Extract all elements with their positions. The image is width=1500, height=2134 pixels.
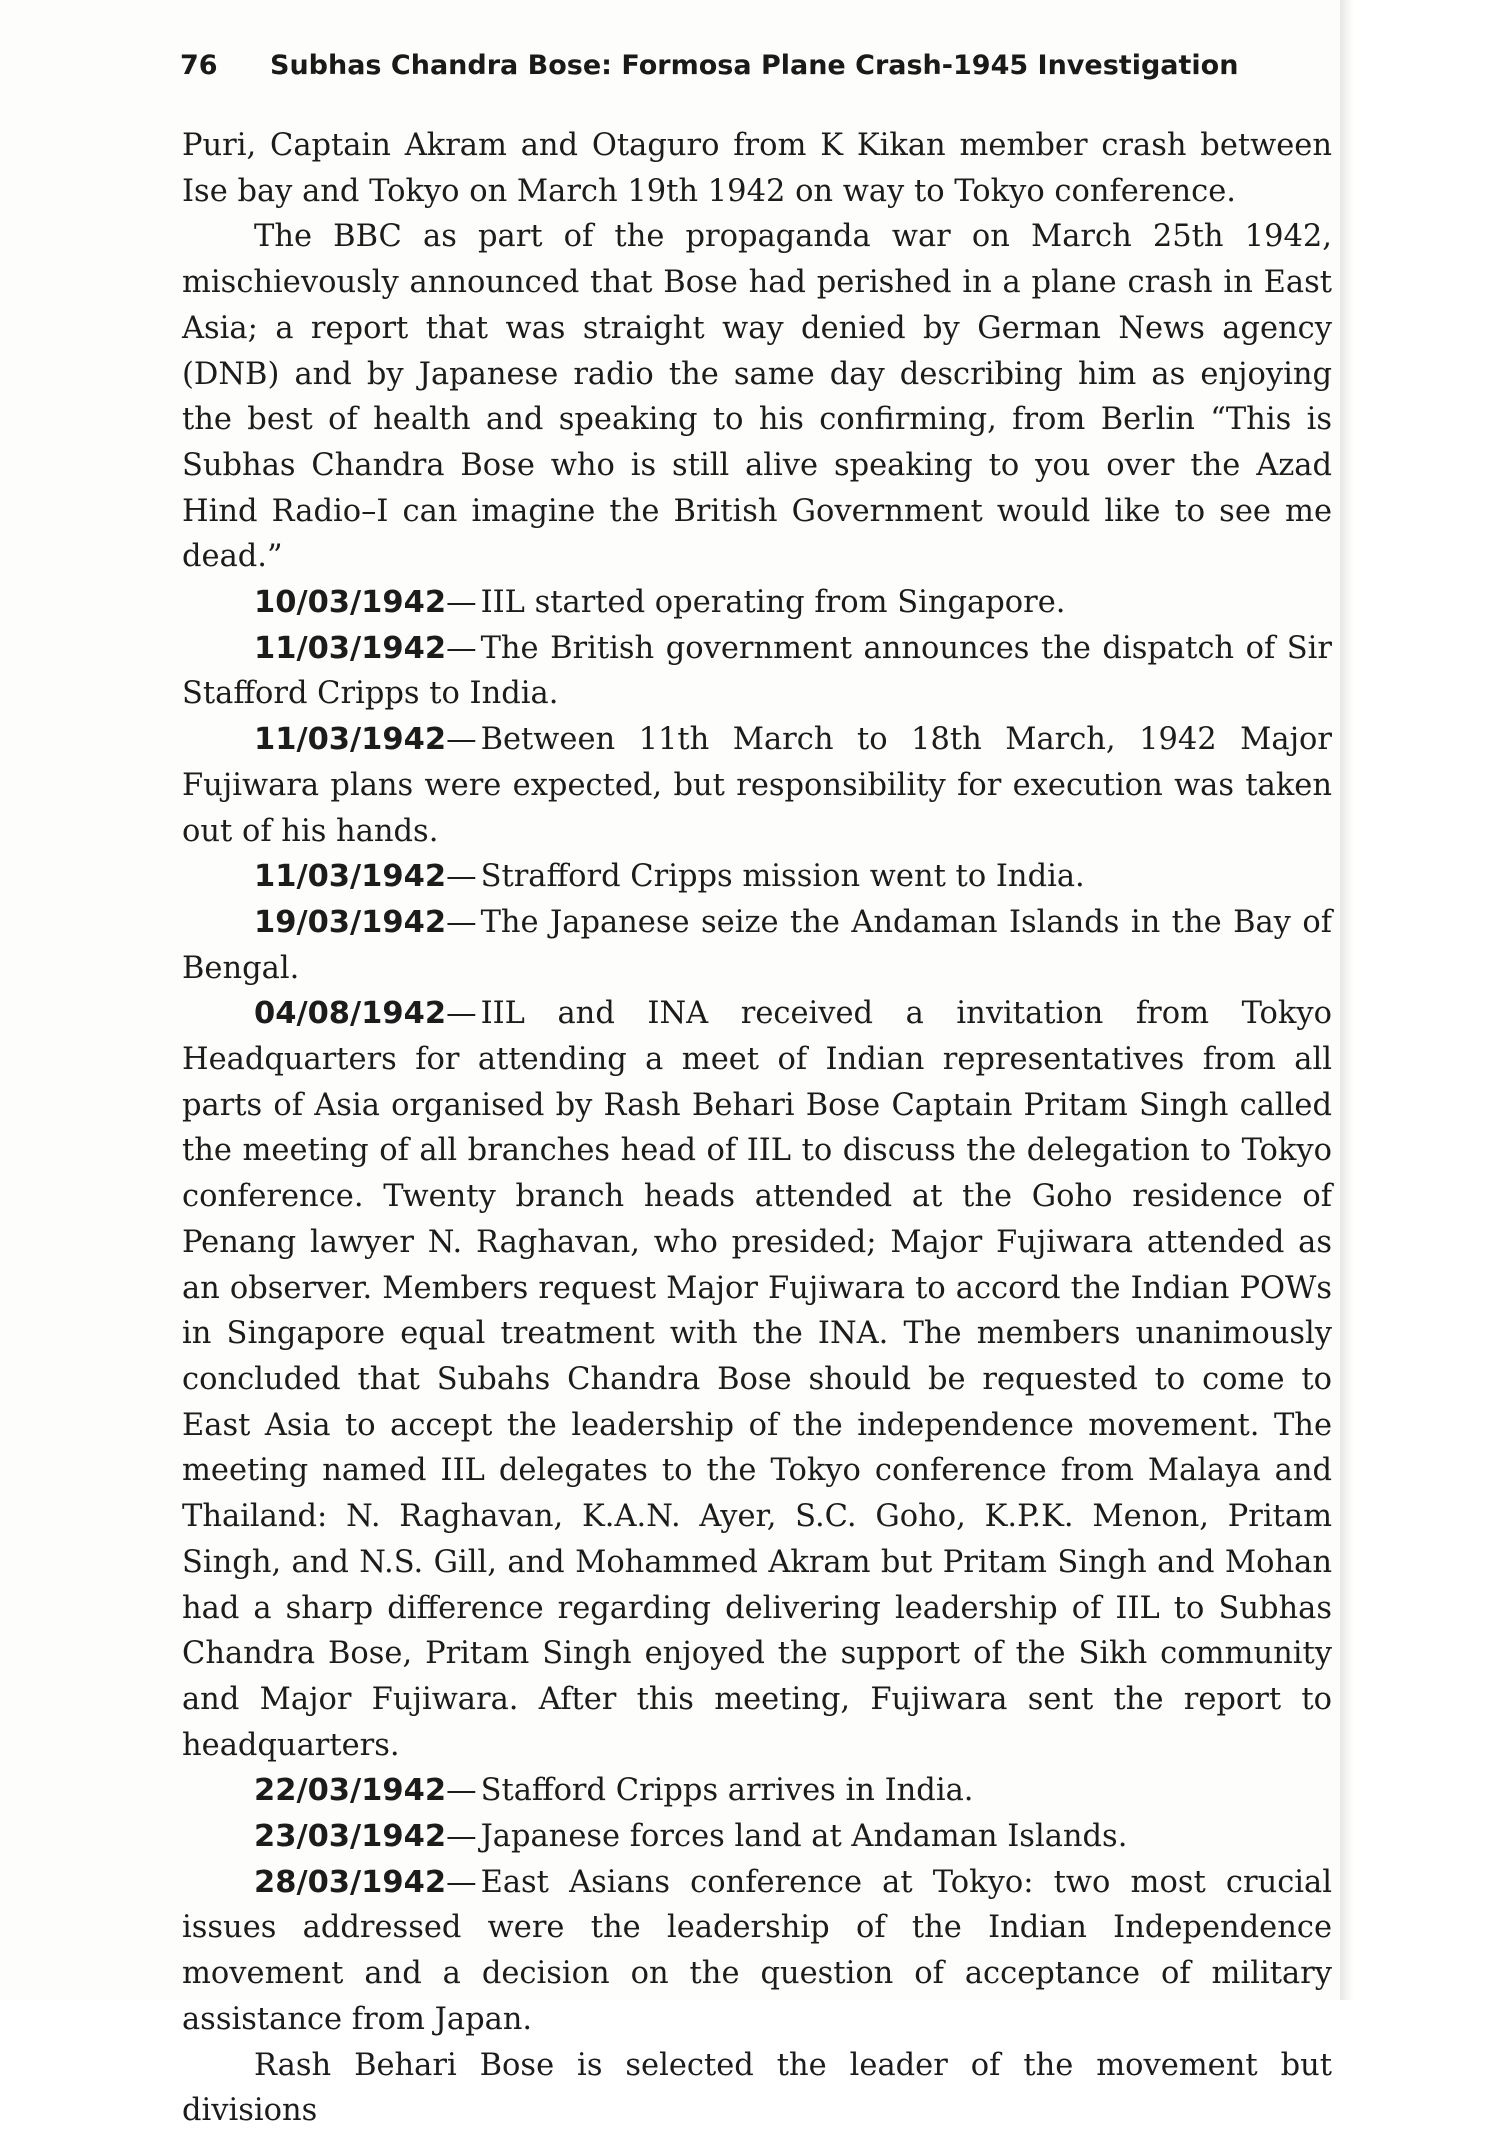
- em-dash: —: [446, 585, 477, 621]
- dated-entry: [182, 717, 1332, 854]
- em-dash: —: [446, 859, 477, 895]
- entry-date: 19/03/1942: [254, 904, 447, 940]
- dated-entry: [182, 900, 1332, 991]
- dated-entry: [182, 580, 1332, 626]
- paragraph-text: The BBC as part of the propaganda war on March 25th 1942, mischievously announced that Bose had perished in a plane crash in East Asia; a report that was straight way denied by German News agency (DNB) and by Japanese radio the same day describing him as enjoying the best of health and speaking to his confirming, from Berlin “This is Subhas Chandra Bose who is still alive speaking to you over the Azad Hind Radio–I can imagine the British Government would like to see me dead.”: [182, 219, 1332, 575]
- em-dash: —: [446, 904, 477, 940]
- paragraph-text: Puri, Captain Akram and Otaguro from K Kikan member crash between Ise bay and Tokyo on March 19th 1942 on way to Tokyo conference.: [182, 128, 1332, 209]
- page-edge: [1340, 0, 1354, 2000]
- page-body: [182, 123, 1332, 2134]
- page-number: 76: [180, 50, 218, 81]
- em-dash: —: [446, 630, 477, 666]
- entry-date: 11/03/1942: [254, 859, 447, 895]
- paragraph-continuation: [182, 123, 1332, 214]
- em-dash: —: [446, 1819, 477, 1855]
- entry-text: The Japanese seize the Andaman Islands in the Bay of Bengal.: [182, 904, 1332, 986]
- em-dash: —: [446, 722, 477, 758]
- paragraph-text: Rash Behari Bose is selected the leader of the movement but divisions: [182, 2047, 1332, 2129]
- entry-text: Between 11th March to 18th March, 1942 Major Fujiwara plans were expected, but responsibility for execution was taken out of his hands.: [182, 722, 1332, 849]
- dated-entry: [182, 1768, 1332, 1814]
- entry-text: Stafford Cripps arrives in India.: [480, 1773, 974, 1809]
- dated-entry: [182, 1814, 1332, 1860]
- entry-date: 22/03/1942: [254, 1773, 447, 1809]
- entry-text: The British government announces the dispatch of Sir Stafford Cripps to India.: [182, 630, 1332, 712]
- paragraph: [182, 2043, 1332, 2134]
- paragraph: [182, 214, 1332, 580]
- dated-entry: [182, 991, 1332, 1768]
- dated-entry: [182, 854, 1332, 900]
- entry-text: East Asians conference at Tokyo: two most crucial issues addressed were the leadership of the Indian Independence movement and a decision on the question of acceptance of military assistance from Japan.: [182, 1864, 1332, 2037]
- em-dash: —: [446, 1864, 477, 1900]
- entry-date: 10/03/1942: [254, 585, 447, 621]
- entry-date: 11/03/1942: [254, 630, 447, 666]
- book-title: Subhas Chandra Bose: Formosa Plane Crash-1945 Investigation: [270, 50, 1239, 81]
- dated-entry: [182, 1860, 1332, 2043]
- running-header: [180, 50, 1330, 81]
- entry-text: Japanese forces land at Andaman Islands.: [480, 1819, 1128, 1855]
- em-dash: —: [446, 996, 477, 1032]
- entry-text: Strafford Cripps mission went to India.: [480, 859, 1085, 895]
- entry-text: IIL and INA received a invitation from Tokyo Headquarters for attending a meet of Indian representatives from all parts of Asia organised by Rash Behari Bose Captain Pritam Singh called the meeting of all branches head of IIL to discuss the delegation to Tokyo conference. Twenty branch heads attended at the Goho residence of Penang lawyer N. Raghavan, who presided; Major Fujiwara attended as an observer. Members request Major Fujiwara to accord the Indian POWs in Singapore equal treatment with the INA. The members unanimously concluded that Subahs Chandra Bose should be requested to come to East Asia to accept the leadership of the independence movement. The meeting named IIL delegates to the Tokyo conference from Malaya and Thailand: N. Raghavan, K.A.N. Ayer, S.C. Goho, K.P.K. Menon, Pritam Singh, and N.S. Gill, and Mohammed Akram but Pritam Singh and Mohan had a sharp difference regarding delivering leadership of IIL to Subhas Chandra Bose, Pritam Singh enjoyed the support of the Sikh community and Major Fujiwara. After this meeting, Fujiwara sent the report to headquarters.: [182, 996, 1332, 1763]
- entry-text: IIL started operating from Singapore.: [480, 585, 1066, 621]
- em-dash: —: [446, 1773, 477, 1809]
- entry-date: 23/03/1942: [254, 1819, 447, 1855]
- entry-date: 04/08/1942: [254, 996, 447, 1032]
- dated-entry: [182, 626, 1332, 717]
- entry-date: 28/03/1942: [254, 1864, 447, 1900]
- entry-date: 11/03/1942: [254, 722, 447, 758]
